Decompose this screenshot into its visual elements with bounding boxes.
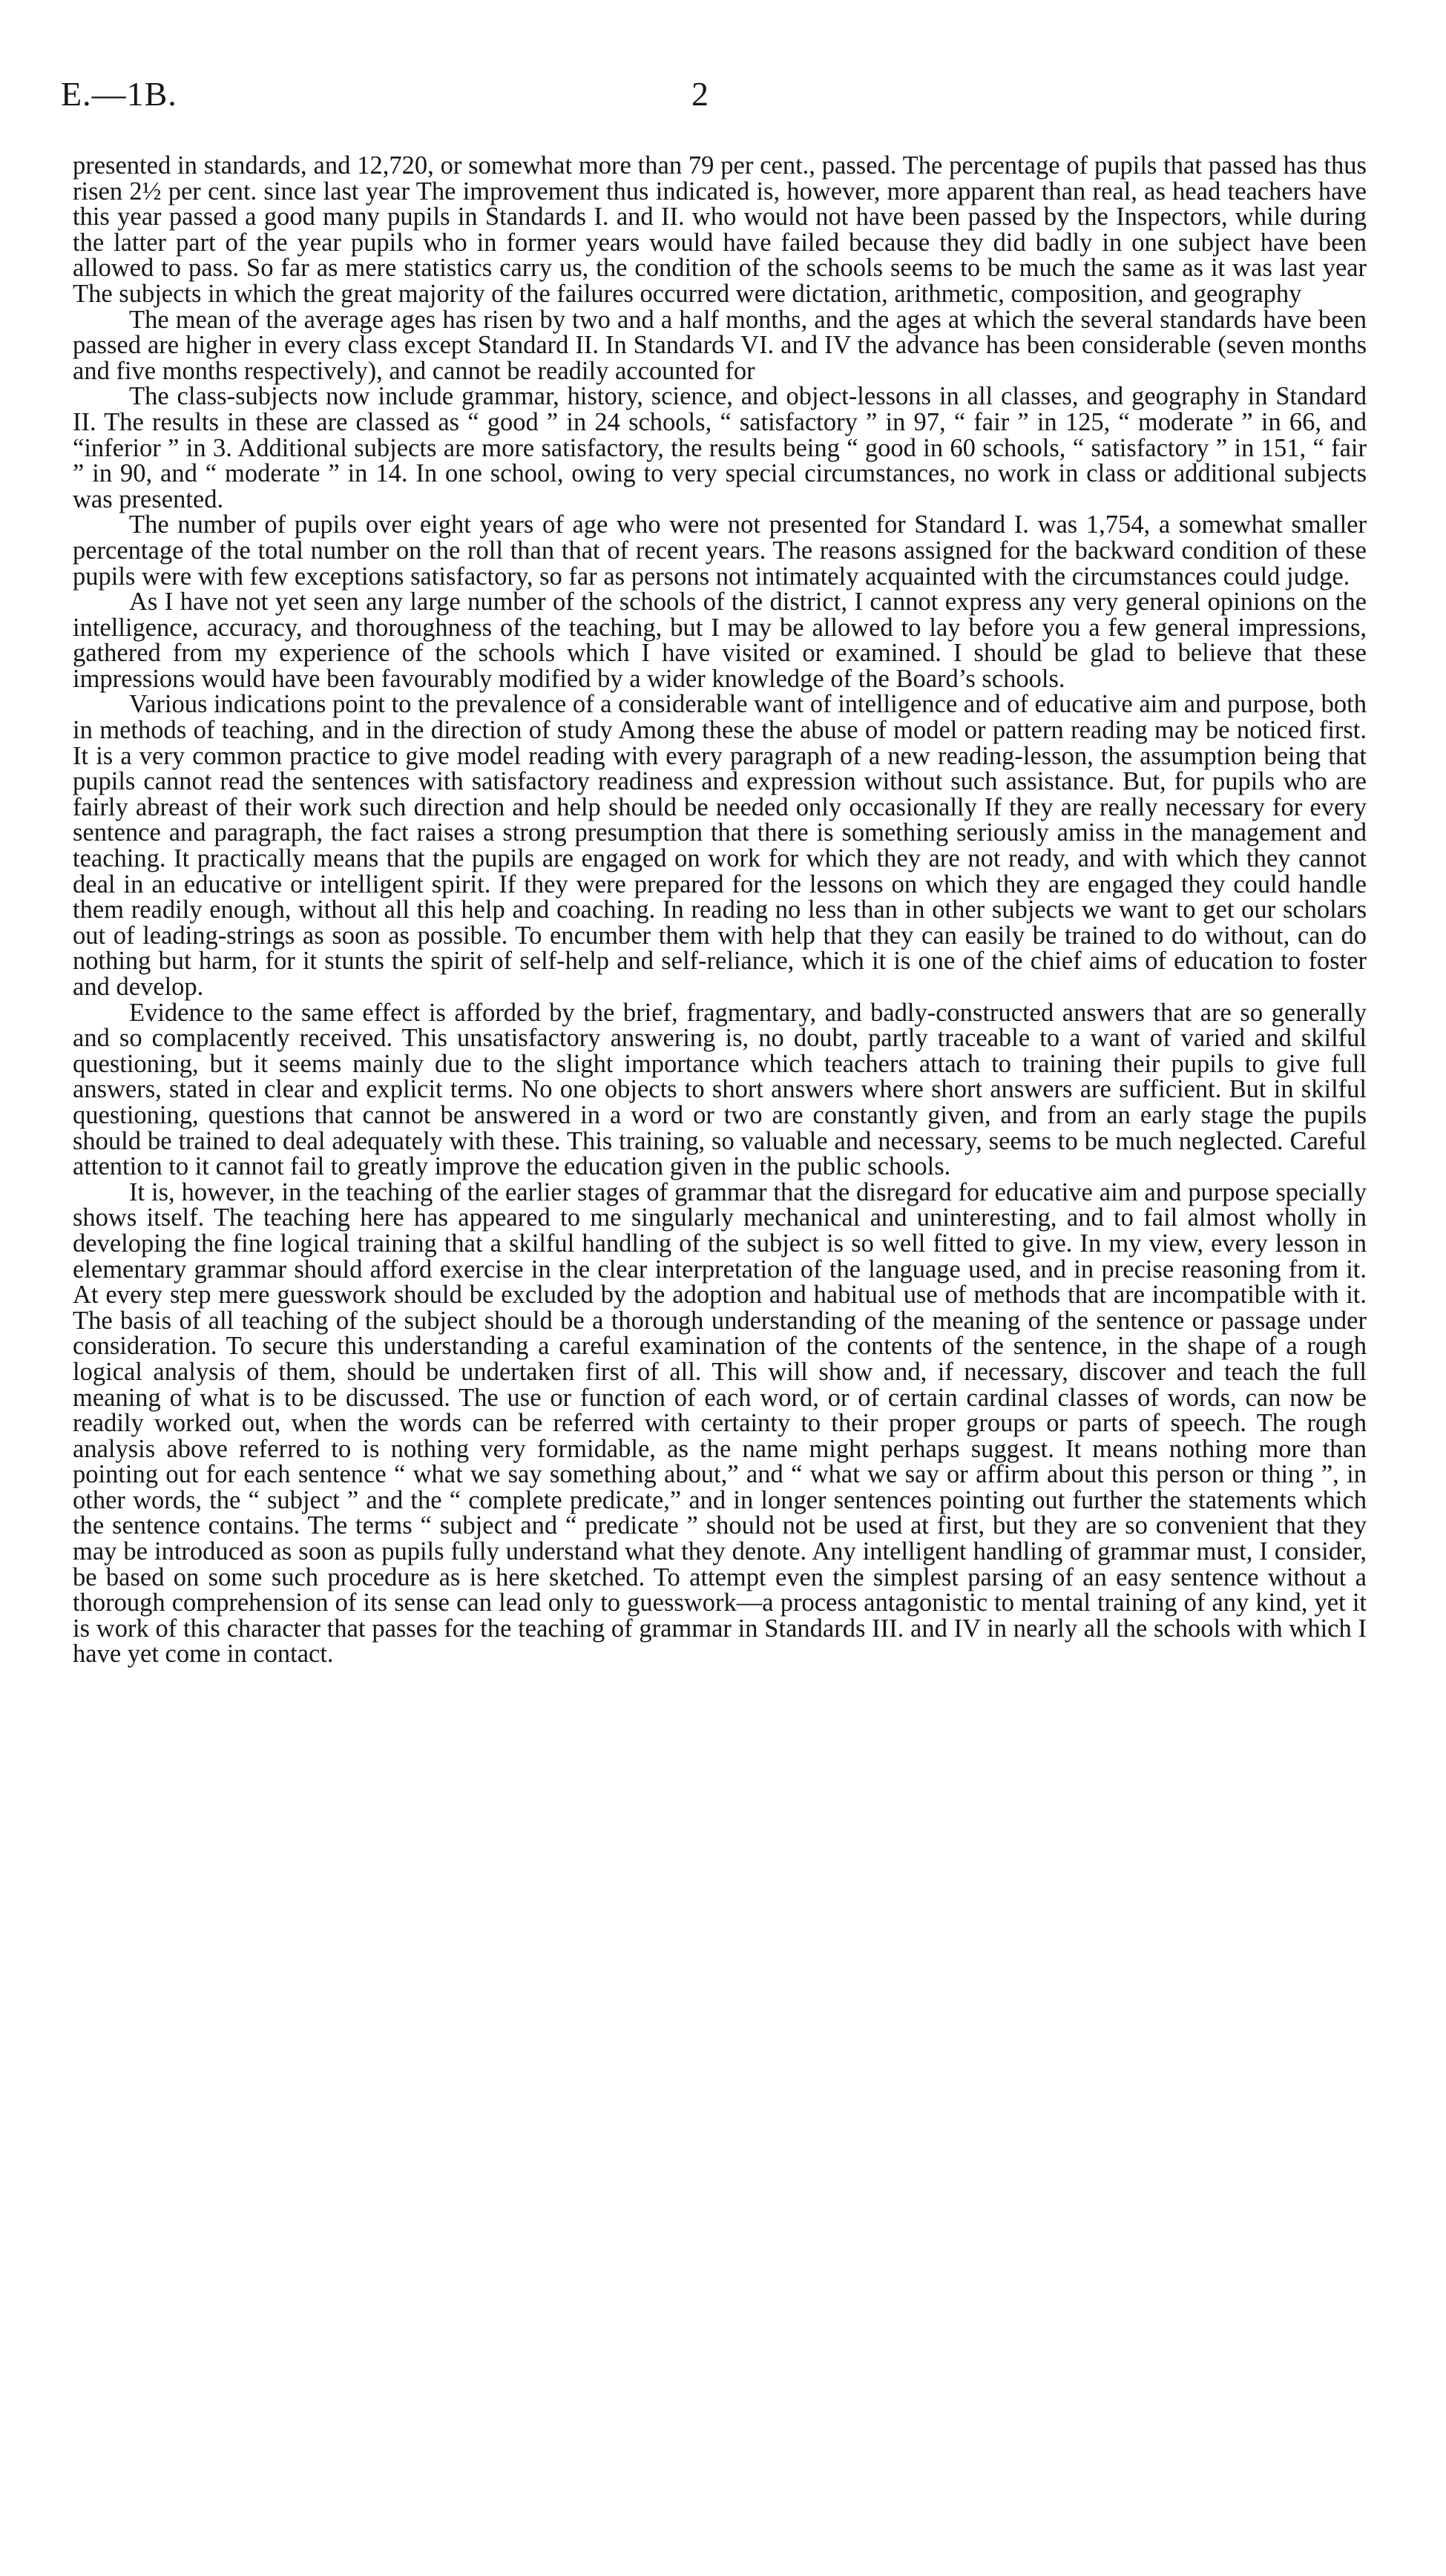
document-reference: E.—1B. [61,75,177,113]
page-number: 2 [691,75,709,113]
paragraph-grammar-teaching: It is, however, in the teaching of the earlier stages of grammar that the disregard for educative aim and purpose specially shows itself. The teaching here has appeared to me singularly mechanical and uninteresting, and to fail almost wholly in developing the fine logical training that a skilful handling of the subject is so well fitted to give. In my view, every lesson in elementary grammar should afford exercise in the clear interpretation of the language used, and in precise reasoning from it. At every step mere guesswork should be excluded by the adoption and habitual use of methods that are incompatible with it. The basis of all teaching of the subject should be a thorough understanding of the meaning of the sentence or passage under consideration. To secure this understanding a careful examination of the contents of the sentence, in the shape of a rough logical analysis of them, should be undertaken first of all. This will show and, if necessary, discover and teach the full meaning of what is to be discussed. The use or function of each word, or of certain cardinal classes of words, can now be readily worked out, when the words can be referred with certainty to their proper groups or parts of speech. The rough analysis above referred to is nothing very formidable, as the name might perhaps suggest. It means nothing more than pointing out for each sentence “ what we say something about,” and “ what we say or affirm about this person or thing ”, in other words, the “ subject ” and the “ complete predicate,” and in longer sentences pointing out further the statements which the sentence contains. The terms “ subject and “ predicate ” should not be used at first, but they are so convenient that they may be introduced as soon as pupils fully understand what they denote. Any intelligent handling of grammar must, I consider, be based on some such procedure as is here sketched. To attempt even the simplest parsing of an easy sentence without a thorough comprehension of its sense can lead only to guesswork—a process antagonistic to mental training of any kind, yet it is work of this character that passes for the teaching of grammar in Standards III. and IV in nearly all the schools with which I have yet come in contact. [73,1177,1367,1669]
paragraph-pass-statistics: presented in standards, and 12,720, or somewhat more than 79 per cent., passed. The percentage of pupils that passed has thus risen 2½ per cent. since last year The improvement thus indicated is, however, more apparent than real, as head teachers have this year passed a good many pupils in Standards I. and II. who would not have been passed by the Inspectors, while during the latter part of the year pupils who in former years would have failed because they did badly in one subject have been allowed to pass. So far as mere statistics carry us, the condition of the schools seems to be much the same as it was last year The subjects in which the great majority of the failures occurred were dictation, arithmetic, composition, and geography [73,151,1367,308]
page-header [61,74,1367,126]
paragraph-pupils-not-presented: The number of pupils over eight years of age who were not presented for Standard I. was 1,754, a somewhat smaller percentage of the total number on the roll than that of recent years. The reasons assigned for the backward condition of these pupils were with few exceptions satisfactory, so far as persons not intimately acquainted with the circumstances could judge. [73,510,1367,591]
paragraph-answering: Evidence to the same effect is afforded by the brief, fragmentary, and badly-constructed answers that are so generally and so complacently received. This unsatisfactory answering is, no doubt, partly traceable to a want of varied and skilful questioning, but it seems mainly due to the slight importance which teachers attach to training their pupils to give full answers, stated in clear and explicit terms. No one objects to short answers where short answers are sufficient. But in skilful questioning, questions that cannot be answered in a word or two are constantly given, and from an early stage the pupils should be trained to deal adequately with these. This training, so valuable and necessary, seems to be much neglected. Careful attention to it cannot fail to greatly improve the education given in the public schools. [73,998,1367,1181]
paragraph-average-ages: The mean of the average ages has risen by two and a half months, and the ages at which the several standards have been passed are higher in every class except Standard II. In Standards VI. and IV the advance has been considerable (seven months and five months respectively), and cannot be readily accounted for [73,305,1367,385]
paragraph-general-impressions: As I have not yet seen any large number of the schools of the district, I cannot express any very general opinions on the intelligence, accuracy, and thoroughness of the teaching, but I may be allowed to lay before you a few general impressions, gathered from my experience of the schools which I have visited or examined. I should be glad to believe that these impressions would have been favourably modified by a wider knowledge of the Board’s schools. [73,588,1367,693]
report-body [73,153,1367,1667]
paragraph-class-subjects: The class-subjects now include grammar, history, science, and object-lessons in all classes, and geography in Standard II. The results in these are classed as “ good ” in 24 schools, “ satisfactory ” in 97, “ fair ” in 125, “ moderate ” in 66, and “inferior ” in 3. Additional subjects are more satisfactory, the results being “ good in 60 schools, “ satisfactory ” in 151, “ fair ” in 90, and “ moderate ” in 14. In one school, owing to very special circumstances, no work in class or additional subjects was presented. [73,382,1367,513]
paragraph-model-reading: Various indications point to the prevalence of a considerable want of intelligence and of educative aim and purpose, both in methods of teaching, and in the direction of study Among these the abuse of model or pattern reading may be noticed first. It is a very common practice to give model reading with every paragraph of a new reading-lesson, the assumption being that pupils cannot read the sentences with satisfactory readiness and expression without such assistance. But, for pupils who are fairly abreast of their work such direction and help should be needed only occasionally If they are really necessary for every sentence and paragraph, the fact raises a strong presumption that there is something seriously amiss in the management and teaching. It practically means that the pupils are engaged on work for which they are not ready, and with which they cannot deal in an educative or intelligent spirit. If they were prepared for the lessons on which they are engaged they could handle them readily enough, without all this help and coaching. In reading no less than in other subjects we want to get our scholars out of leading-strings as soon as possible. To encumber them with help that they can easily be trained to do without, can do nothing but harm, for it stunts the spirit of self-help and self-reliance, which it is one of the chief aims of education to foster and develop. [73,690,1367,1001]
